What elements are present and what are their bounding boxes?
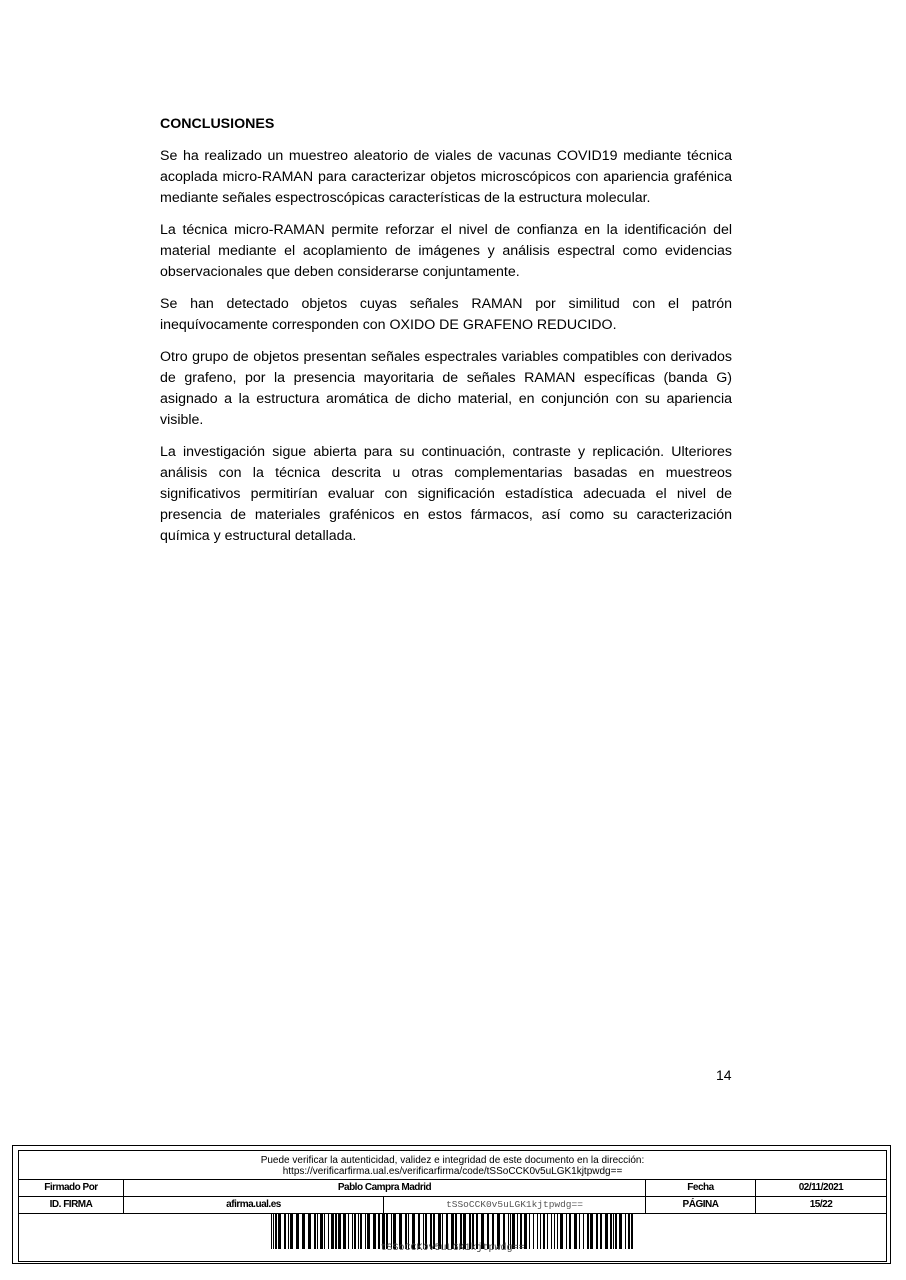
page-label: PÁGINA bbox=[646, 1197, 756, 1213]
paragraph: Se han detectado objetos cuyas señales RAMAN por similitud con el patrón inequívocamente corresponden con OXIDO DE GRAFENO REDUCIDO. bbox=[160, 296, 732, 333]
barcode-text: tSSoCCK0v5uLGK1kjtpwdg== bbox=[380, 1243, 525, 1254]
id-row bbox=[19, 1197, 886, 1214]
paragraph: Se ha realizado un muestreo aleatorio de viales de vacunas COVID19 mediante técnica acoplada micro-RAMAN para caracterizar objetos microscópicos con apariencia grafénica mediante señales espectroscópicas características de la estructura molecular. bbox=[160, 148, 732, 206]
date-label: Fecha bbox=[646, 1180, 756, 1196]
id-code: tSSoCCK0v5uLGK1kjtpwdg== bbox=[384, 1197, 646, 1213]
id-host: afirma.ual.es bbox=[124, 1197, 384, 1213]
paragraph: La técnica micro-RAMAN permite reforzar el nivel de confianza en la identificación del material mediante el acoplamiento de imágenes y análisis espectral como evidencias observacionales que deben considerarse conjuntamente. bbox=[160, 222, 732, 280]
document-body bbox=[160, 114, 732, 558]
paragraph: La investigación sigue abierta para su continuación, contraste y replicación. Ulteriores análisis con la técnica descrita u otras complementarias basadas en muestreos significativos permitirían evaluar con significación estadística adecuada el nivel de presencia de materiales grafénicos en estos fármacos, así como su caracterización química y estructural detallada. bbox=[160, 444, 732, 544]
signature-box bbox=[18, 1150, 887, 1262]
verification-notice bbox=[19, 1151, 886, 1180]
id-label: ID. FIRMA bbox=[19, 1197, 124, 1213]
signed-by-label: Firmado Por bbox=[19, 1180, 124, 1196]
page-number: 14 bbox=[716, 1067, 732, 1083]
paragraph: Otro grupo de objetos presentan señales espectrales variables compatibles con derivados de grafeno, por la presencia mayoritaria de señales RAMAN específicas (banda G) asignado a la estructura aromática de dicho material, en conjunción con su apariencia visible. bbox=[160, 349, 732, 428]
signer-name: Pablo Campra Madrid bbox=[124, 1180, 646, 1196]
verification-text: Puede verificar la autenticidad, validez e integridad de este documento en la dirección: bbox=[260, 1155, 645, 1166]
signature-page: 15/22 bbox=[809, 1199, 833, 1210]
signature-date: 02/11/2021 bbox=[798, 1182, 844, 1193]
verification-url[interactable]: https://verificarfirma.ual.es/verificarfirma/code/tSSoCCK0v5uLGK1kjtpwdg== bbox=[282, 1166, 623, 1177]
section-heading: CONCLUSIONES bbox=[160, 116, 275, 132]
signer-row bbox=[19, 1180, 886, 1197]
